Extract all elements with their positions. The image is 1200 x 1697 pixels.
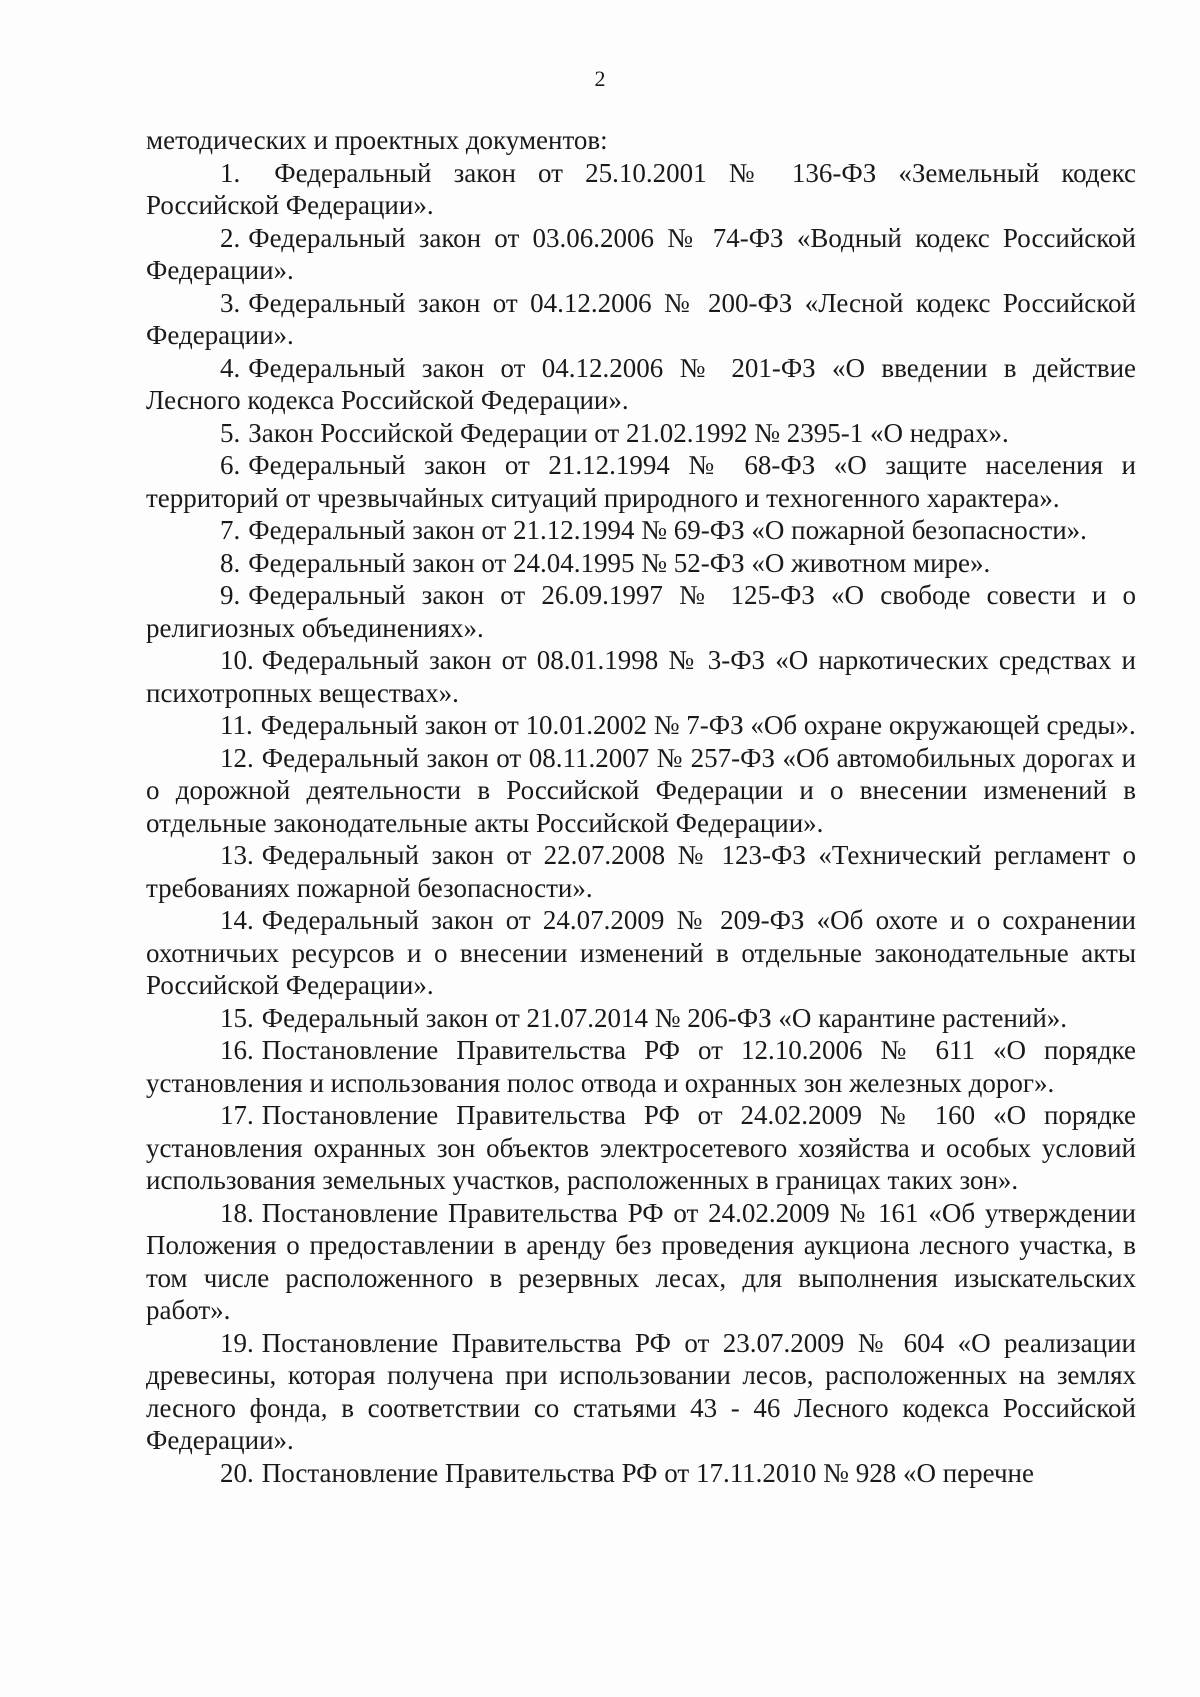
list-item-text: Федеральный закон от 08.11.2007 № 257-ФЗ «Об автомобильных дорогах и о дорожной деятельности в Российской Федерации и о внесении изменений в отдельные законодательные акты Российской Федерации». [146, 742, 1136, 838]
list-item [146, 839, 1136, 904]
list-item [146, 547, 1136, 580]
law-list [146, 157, 1136, 1490]
list-item-text: Федеральный закон от 25.10.2001 № 136-ФЗ «Земельный кодекс Российской Федерации». [146, 157, 1136, 220]
list-item-text: Федеральный закон от 22.07.2008 № 123-ФЗ «Технический регламент о требованиях пожарной безопасности». [146, 840, 1136, 903]
list-item-text: Федеральный закон от 04.12.2006 № 201-ФЗ «О введении в действие Лесного кодекса Российской Федерации». [146, 352, 1136, 415]
list-item [146, 1002, 1136, 1035]
list-item [146, 514, 1136, 547]
list-item-number: 7. [220, 515, 241, 545]
list-item-text: Постановление Правительства РФ от 24.02.2009 № 160 «О порядке установления охранных зон объектов электросетевого хозяйства и особых условий использования земельных участков, расположенных в границах таких зон». [146, 1100, 1136, 1195]
document-body [146, 124, 1136, 1489]
list-item-number: 16. [220, 1035, 254, 1065]
list-item-text: Федеральный закон от 04.12.2006 № 200-ФЗ «Лесной кодекс Российской Федерации». [146, 287, 1136, 350]
list-item [146, 644, 1136, 709]
list-item-number: 20. [220, 1457, 254, 1488]
list-item-text: Постановление Правительства РФ от 17.11.2010 № 928 «О перечне [261, 1457, 1034, 1488]
list-item [146, 742, 1136, 840]
list-item-number: 8. [220, 547, 241, 578]
list-item-number: 3. [220, 287, 241, 318]
list-item-number: 2. [220, 222, 241, 253]
list-item-text: Федеральный закон от 08.01.1998 № 3-ФЗ «О наркотических средствах и психотропных веществах». [146, 645, 1136, 708]
list-item [146, 904, 1136, 1002]
list-item-number: 12. [220, 742, 254, 773]
list-item [146, 449, 1136, 514]
intro-line: методических и проектных документов: [146, 125, 608, 155]
list-item [146, 157, 1136, 222]
list-item-number: 15. [220, 1002, 254, 1033]
list-item-number: 17. [220, 1100, 254, 1130]
list-item-text: Федеральный закон от 03.06.2006 № 74-ФЗ «Водный кодекс Российской Федерации». [146, 222, 1136, 285]
list-item [146, 417, 1136, 450]
list-item-text: Федеральный закон от 24.07.2009 № 209-ФЗ «Об охоте и о сохранении охотничьих ресурсов и о внесении изменений в отдельные законодательные акты Российской Федерации». [146, 905, 1136, 1000]
list-item [146, 709, 1136, 742]
list-item-number: 11. [220, 710, 253, 740]
list-item [146, 287, 1136, 352]
page-number: 2 [594, 66, 606, 91]
list-item-number: 1. [220, 157, 241, 188]
list-item [146, 1034, 1136, 1099]
list-item-text: Постановление Правительства РФ от 23.07.2009 № 604 «О реализации древесины, которая получена при использовании лесов, расположенных на землях лесного фонда, в соответствии со статьями 43 - 46 Лесного кодекса Российской Федерации». [146, 1327, 1136, 1455]
list-item-text: Федеральный закон от 21.12.1994 № 68-ФЗ «О защите населения и территорий от чрезвычайных ситуаций природного и техногенного характера». [146, 450, 1136, 513]
list-item-text: Закон Российской Федерации от 21.02.1992 № 2395-1 «О недрах». [248, 417, 1009, 448]
list-item-text: Постановление Правительства РФ от 24.02.2009 № 161 «Об утверждении Положения о предоставлении в аренду без проведения аукциона лесного участка, в том числе расположенного в резервных лесах, для выполнения изыскательских работ». [146, 1197, 1136, 1325]
list-item [146, 1327, 1136, 1457]
list-item-number: 10. [220, 645, 254, 675]
list-item-number: 5. [220, 417, 241, 448]
list-item-number: 4. [220, 352, 241, 383]
list-item-number: 19. [220, 1327, 254, 1358]
list-item-text: Федеральный закон от 24.04.1995 № 52-ФЗ «О животном мире». [248, 547, 991, 578]
list-item [146, 222, 1136, 287]
list-item [146, 1197, 1136, 1327]
list-item-number: 13. [220, 840, 254, 870]
list-item-number: 18. [220, 1197, 254, 1228]
list-item-text: Федеральный закон от 21.12.1994 № 69-ФЗ «О пожарной безопасности». [248, 515, 1087, 545]
list-item-number: 14. [220, 905, 254, 935]
list-item-number: 9. [220, 580, 241, 610]
list-item [146, 1457, 1136, 1490]
list-item [146, 352, 1136, 417]
list-item-number: 6. [220, 450, 241, 480]
list-item-text: Федеральный закон от 21.07.2014 № 206-ФЗ «О карантине растений». [261, 1002, 1068, 1033]
list-item-text: Федеральный закон от 26.09.1997 № 125-ФЗ «О свободе совести и о религиозных объединениях». [146, 580, 1136, 643]
list-item [146, 1099, 1136, 1197]
list-item-text: Постановление Правительства РФ от 12.10.2006 № 611 «О порядке установления и использования полос отвода и охранных зон железных дорог». [146, 1035, 1136, 1098]
list-item-text: Федеральный закон от 10.01.2002 № 7-ФЗ «Об охране окружающей среды». [260, 710, 1136, 740]
list-item [146, 579, 1136, 644]
